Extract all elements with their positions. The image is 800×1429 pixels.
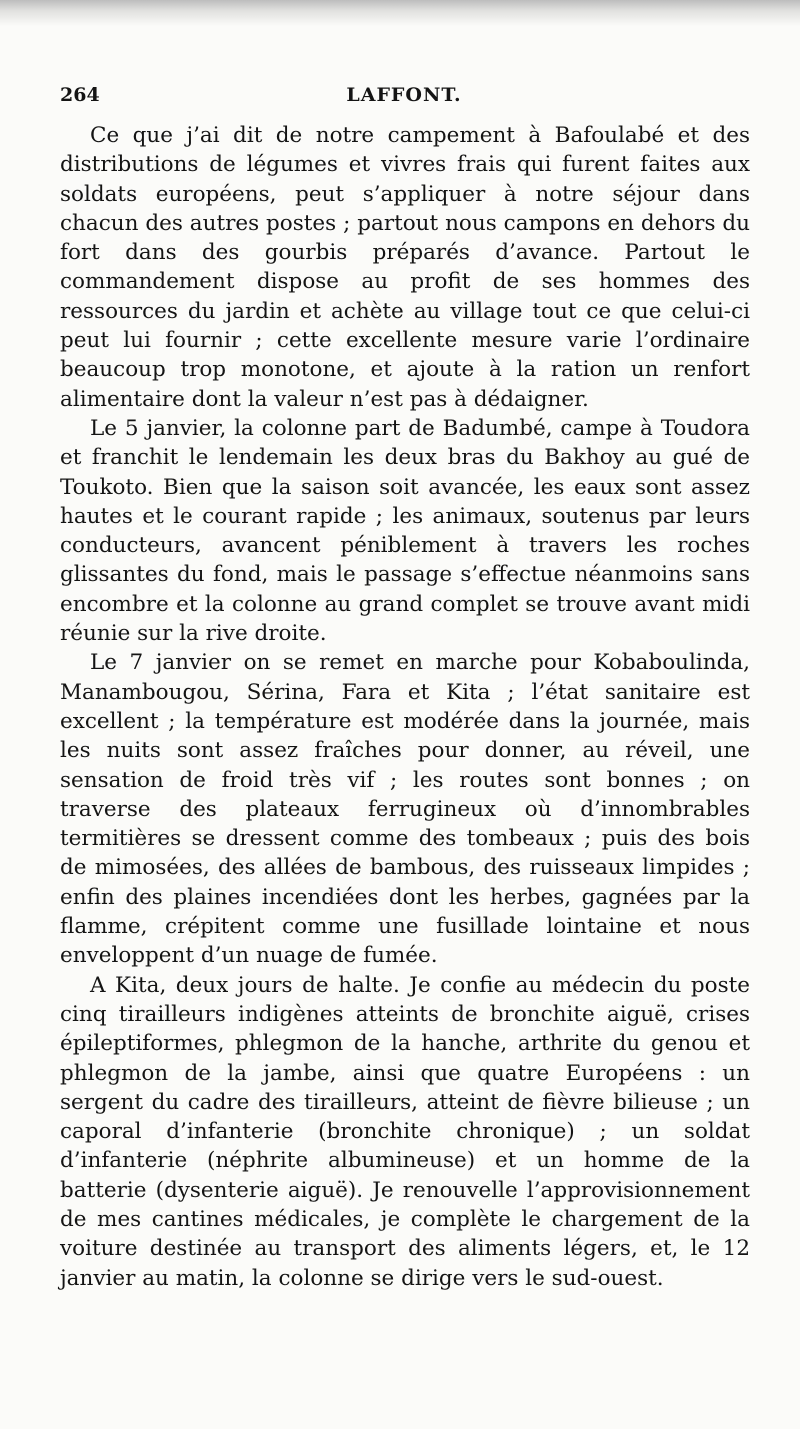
running-title: LAFFONT.	[346, 84, 462, 106]
page-header	[60, 84, 748, 114]
body-text	[60, 121, 750, 1293]
paragraph-5-janvier: Le 5 janvier, la colonne part de Badumbé, campe à Toudora et franchit le lendemain les deux bras du Bakhoy au gué de Toukoto. Bien que la saison soit avancée, les eaux sont assez hautes et le courant rapide ; les animaux, soutenus par leurs conducteurs, avancent péniblement à travers les roches glissantes du fond, mais le passage s’effectue néanmoins sans encombre et la colonne au grand complet se trouve avant midi réunie sur la rive droite.	[60, 415, 750, 647]
paragraph-7-janvier: Le 7 janvier on se remet en marche pour Kobaboulinda, Manambougou, Sérina, Fara et Kita ; l’état sanitaire est excellent ; la température est modérée dans la journée, mais les nuits sont assez fraîches pour donner, au réveil, une sensation de froid très vif ; les routes sont bonnes ; on traverse des plateaux ferrugineux où d’innombrables termitières se dressent comme des tombeaux ; puis des bois de mimosées, des allées de bambous, des ruisseaux limpides ; enfin des plaines incendiées dont les herbes, gagnées par la flamme, crépitent comme une fusillade lointaine et nous enveloppent d’un nuage de fumée.	[60, 650, 750, 969]
page-number: 264	[60, 84, 100, 106]
page-edge-shadow	[0, 0, 800, 26]
paragraph-kita: A Kita, deux jours de halte. Je confie au médecin du poste cinq tirailleurs indigènes atteints de bronchite aiguë, crises épileptiformes, phlegmon de la hanche, arthrite du genou et phlegmon de la jambe, ainsi que quatre Européens : un sergent du cadre des tirailleurs, atteint de fièvre bilieuse ; un caporal d’infanterie (bronchite chronique) ; un soldat d’infanterie (néphrite albumineuse) et un homme de la batterie (dysenterie aiguë). Je renouvelle l’approvisionnement de mes cantines médicales, je complète le chargement de la voiture destinée au transport des aliments légers, et, le 12 janvier au matin, la colonne se dirige vers le sud-ouest.	[60, 972, 750, 1291]
paragraph-campement: Ce que j’ai dit de notre campement à Bafoulabé et des distributions de légumes et vivres frais qui furent faites aux soldats européens, peut s’appliquer à notre séjour dans chacun des autres postes ; partout nous campons en dehors du fort dans des gourbis préparés d’avance. Partout le commandement dispose au profit de ses hommes des ressources du jardin et achète au village tout ce que celui-ci peut lui fournir ; cette excellente mesure varie l’ordinaire beaucoup trop monotone, et ajoute à la ration un renfort alimentaire dont la valeur n’est pas à dédaigner.	[60, 123, 750, 412]
